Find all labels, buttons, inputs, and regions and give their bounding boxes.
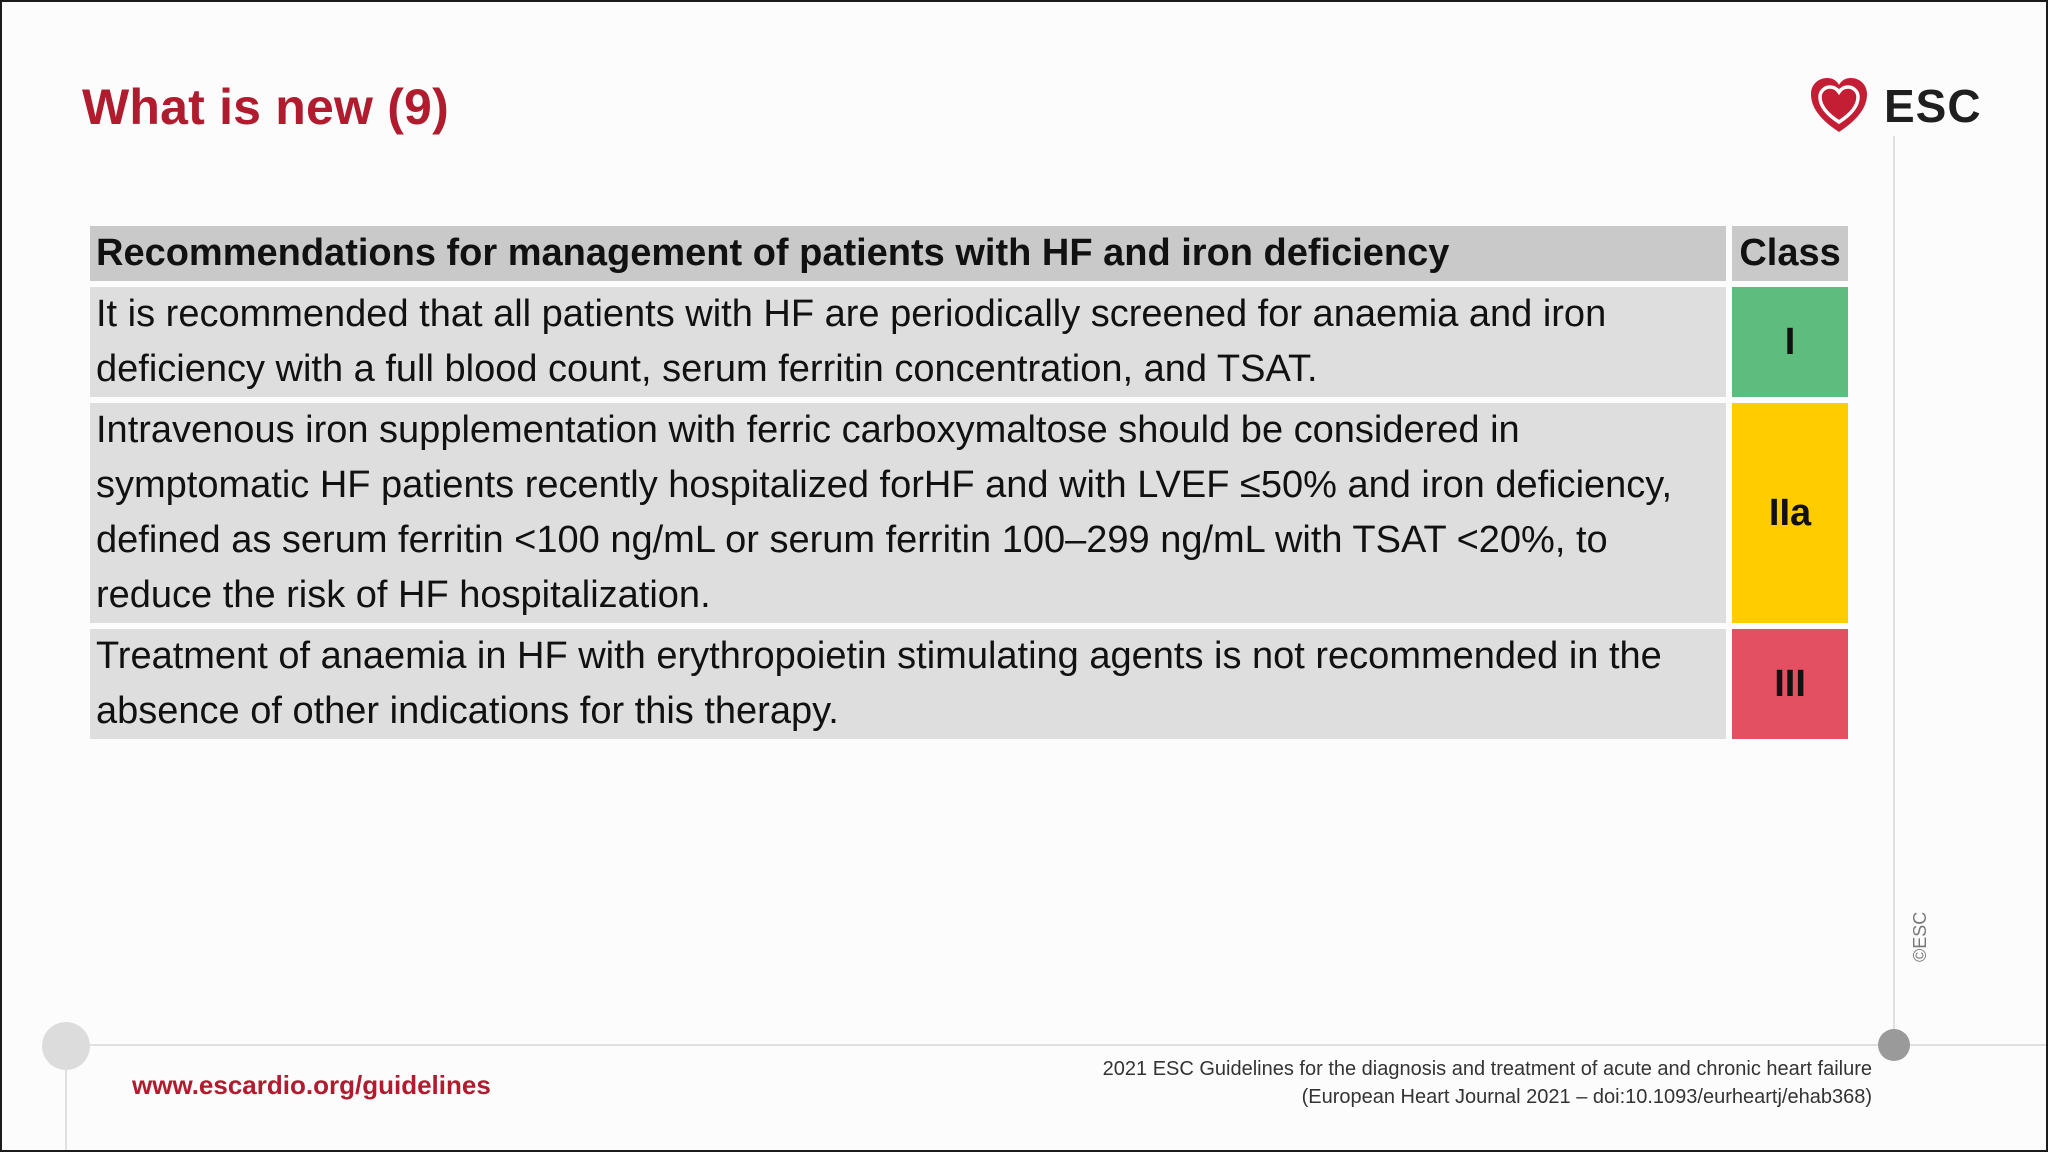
class-badge: III — [1732, 629, 1848, 739]
table-row — [90, 629, 1848, 739]
guidelines-link[interactable]: www.escardio.org/guidelines — [132, 1070, 491, 1100]
reference-line-2: (European Heart Journal 2021 – doi:10.1093/eurheartj/ehab368) — [1301, 1086, 1872, 1108]
footer-reference — [1103, 1055, 1872, 1111]
reference-line-1: 2021 ESC Guidelines for the diagnosis and treatment of acute and chronic heart failure — [1102, 1058, 1872, 1080]
class-badge: I — [1732, 287, 1848, 397]
divider-horizontal-bottom — [65, 1044, 2046, 1046]
slide — [2, 2, 2046, 1150]
recommendation-text: It is recommended that all patients with HF are periodically screened for anaemia and iron deficiency with a full blood count, serum ferritin concentration, and TSAT. — [90, 287, 1726, 397]
table-header-row — [90, 226, 1848, 281]
divider-vertical-right — [1893, 136, 1895, 1046]
class-badge: IIa — [1732, 403, 1848, 623]
decorative-dot-left — [42, 1022, 90, 1070]
decorative-dot-right — [1878, 1029, 1910, 1061]
table-row — [90, 403, 1848, 623]
copyright-text: ©ESC — [1910, 911, 1930, 962]
recommendation-text: Intravenous iron supplementation with ferric carboxymaltose should be considered in symptomatic HF patients recently hospitalized forHF and with LVEF ≤50% and iron deficiency, defined as serum ferritin <100 ng/mL or serum ferritin 100–299 ng/mL with TSAT <20%, to reduce the risk of HF hospitalization. — [90, 403, 1726, 623]
recommendations-table — [84, 220, 1854, 745]
logo-text: ESC — [1884, 80, 1982, 132]
table-row — [90, 287, 1848, 397]
recommendation-text: Treatment of anaemia in HF with erythropoietin stimulating agents is not recommended in the absence of other indications for this therapy. — [90, 629, 1726, 739]
header-class: Class — [1732, 226, 1848, 281]
esc-logo — [1808, 74, 1982, 138]
slide-title: What is new (9) — [82, 79, 449, 135]
header-recommendation: Recommendations for management of patients with HF and iron deficiency — [90, 226, 1726, 281]
esc-heart-logo-icon — [1808, 75, 1870, 137]
